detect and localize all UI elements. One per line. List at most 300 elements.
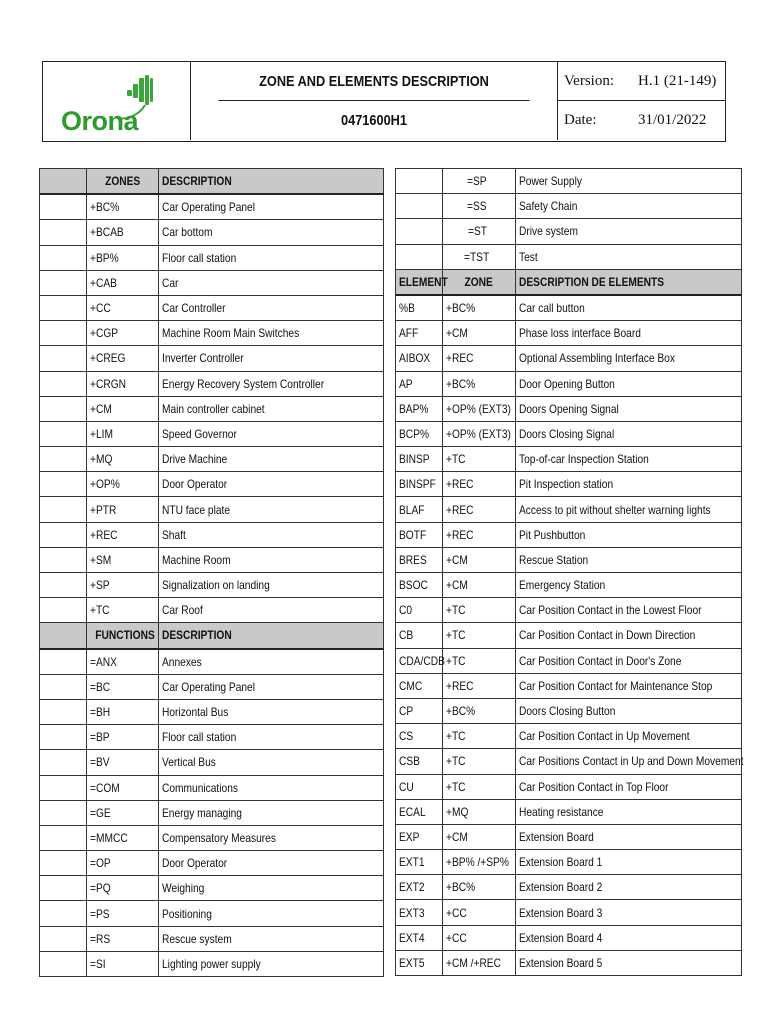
table-cell — [159, 598, 384, 623]
cell-text: =SP — [467, 174, 488, 189]
table-row — [396, 648, 742, 673]
table-row — [396, 497, 742, 522]
table-cell — [396, 169, 443, 194]
cell-text: Optional Assembling Interface Box — [519, 351, 675, 366]
table-cell — [159, 951, 384, 976]
document-number: 0471600H1 — [341, 112, 407, 129]
table-cell — [443, 673, 516, 698]
cell-text: Car Position Contact in Door's Zone — [519, 653, 682, 668]
cell-text: CP — [399, 704, 414, 719]
cell-text: Main controller cabinet — [162, 401, 265, 416]
table-cell — [87, 346, 159, 371]
cell-text: Car bottom — [162, 225, 213, 240]
table-cell — [443, 396, 516, 421]
table-cell — [87, 851, 159, 876]
table-cell — [87, 825, 159, 850]
table-cell — [443, 774, 516, 799]
table-cell — [396, 673, 443, 698]
table-cell — [443, 269, 516, 295]
table-cell — [159, 169, 384, 195]
table-cell — [516, 824, 742, 849]
table-cell — [443, 900, 516, 925]
cell-text: Door Opening Button — [519, 376, 615, 391]
table-cell — [396, 875, 443, 900]
cell-text: +TC — [446, 754, 466, 769]
table-row — [40, 547, 384, 572]
table-row — [40, 472, 384, 497]
cell-text: Car Position Contact in the Lowest Floor — [519, 603, 702, 618]
table-cell — [159, 245, 384, 270]
table-cell — [516, 724, 742, 749]
table-cell — [159, 926, 384, 951]
table-row — [40, 371, 384, 396]
orona-logo — [59, 72, 179, 136]
table-row — [40, 194, 384, 220]
cell-text: +MQ — [90, 452, 113, 467]
cell-text: Extension Board 3 — [519, 905, 603, 920]
cell-text: +CM — [90, 401, 112, 416]
table-row — [40, 295, 384, 320]
table-cell — [40, 270, 87, 295]
table-row — [396, 547, 742, 572]
table-cell — [40, 926, 87, 951]
table-row — [40, 270, 384, 295]
table-cell — [87, 699, 159, 724]
table-cell — [87, 169, 159, 195]
cell-text: EXT3 — [399, 905, 425, 920]
cell-text: +OP% (EXT3) — [446, 426, 511, 441]
cell-text: =OP — [90, 856, 111, 871]
table-cell — [40, 649, 87, 675]
table-cell — [87, 194, 159, 220]
cell-text: Drive system — [519, 224, 578, 239]
cell-text: EXT5 — [399, 955, 425, 970]
cell-text: +OP% (EXT3) — [446, 401, 511, 416]
cell-text: +REC — [446, 678, 474, 693]
table-cell — [40, 825, 87, 850]
cell-text: AP — [399, 376, 413, 391]
cell-text: +CM /+REC — [446, 955, 501, 970]
cell-text: CS — [399, 729, 414, 744]
table-cell — [443, 698, 516, 723]
cell-text: Pit Pushbutton — [519, 527, 586, 542]
cell-text: =RS — [90, 931, 111, 946]
table-cell — [396, 194, 443, 219]
table-row — [40, 851, 384, 876]
table-cell — [443, 749, 516, 774]
table-row — [40, 825, 384, 850]
document-header — [42, 61, 726, 142]
table-cell — [40, 547, 87, 572]
cell-text: =GE — [90, 805, 111, 820]
cell-text: +CRGN — [90, 376, 126, 391]
cell-text: Access to pit without shelter warning lights — [519, 502, 711, 517]
cell-text: Car — [162, 275, 179, 290]
table-row — [396, 850, 742, 875]
table-row — [40, 321, 384, 346]
table-cell — [396, 321, 443, 346]
table-cell — [87, 649, 159, 675]
table-cell — [516, 472, 742, 497]
table-cell — [159, 371, 384, 396]
table-row — [40, 522, 384, 547]
cell-text: +BC% — [90, 200, 120, 215]
cell-text: Signalization on landing — [162, 578, 270, 593]
table-cell — [516, 698, 742, 723]
table-cell — [40, 245, 87, 270]
table-cell — [40, 472, 87, 497]
table-row — [396, 925, 742, 950]
cell-text: +SM — [90, 552, 112, 567]
cell-text: Door Operator — [162, 856, 228, 871]
table-cell — [87, 623, 159, 649]
table-cell — [516, 219, 742, 244]
table-cell — [516, 573, 742, 598]
cell-text: Power Supply — [519, 174, 582, 189]
table-cell — [443, 295, 516, 321]
title-block — [191, 62, 558, 140]
cell-text: =BP — [90, 730, 110, 745]
table-cell — [396, 774, 443, 799]
table-cell — [396, 371, 443, 396]
table-cell — [159, 270, 384, 295]
cell-text: +BC% — [446, 704, 476, 719]
cell-text: +OP% — [90, 477, 120, 492]
cell-text: Doors Opening Signal — [519, 401, 619, 416]
table-cell — [87, 522, 159, 547]
table-cell — [443, 497, 516, 522]
cell-text: ELEMENT — [399, 274, 448, 289]
cell-text: =ST — [467, 224, 487, 239]
cell-text: Top-of-car Inspection Station — [519, 452, 649, 467]
cell-text: +BCAB — [90, 225, 124, 240]
table-cell — [516, 447, 742, 472]
table-cell — [87, 926, 159, 951]
cell-text: +TC — [446, 729, 466, 744]
cell-text: Extension Board 4 — [519, 930, 603, 945]
table-cell — [87, 725, 159, 750]
zones-header-row — [40, 169, 384, 195]
table-cell — [443, 799, 516, 824]
table-cell — [87, 220, 159, 245]
table-row — [40, 775, 384, 800]
table-row — [396, 774, 742, 799]
cell-text: +CM — [446, 829, 468, 844]
table-cell — [87, 775, 159, 800]
cell-text: AFF — [399, 326, 419, 341]
functions-header-row — [40, 623, 384, 649]
cell-text: =BC — [90, 679, 111, 694]
table-cell — [516, 371, 742, 396]
cell-text: +CGP — [90, 326, 119, 341]
cell-text: %B — [399, 301, 415, 316]
table-cell — [159, 775, 384, 800]
table-cell — [443, 371, 516, 396]
table-cell — [443, 447, 516, 472]
table-cell — [87, 245, 159, 270]
cell-text: CDA/CDB — [399, 653, 445, 668]
table-cell — [516, 321, 742, 346]
table-cell — [396, 295, 443, 321]
table-cell — [159, 573, 384, 598]
table-cell — [40, 396, 87, 421]
table-cell — [516, 194, 742, 219]
cell-text: +TC — [446, 603, 466, 618]
table-cell — [40, 447, 87, 472]
table-cell — [396, 824, 443, 849]
table-cell — [40, 901, 87, 926]
table-row — [40, 447, 384, 472]
table-cell — [159, 750, 384, 775]
table-cell — [40, 775, 87, 800]
table-cell — [443, 925, 516, 950]
table-cell — [443, 219, 516, 244]
cell-text: Extension Board 5 — [519, 955, 603, 970]
cell-text: Shaft — [162, 527, 186, 542]
table-cell — [516, 850, 742, 875]
cell-text: EXT1 — [399, 855, 425, 870]
cell-text: +BC% — [446, 376, 476, 391]
cell-text: +REC — [446, 351, 474, 366]
table-cell — [396, 724, 443, 749]
cell-text: +TC — [446, 653, 466, 668]
table-cell — [87, 547, 159, 572]
cell-text: Drive Machine — [162, 452, 228, 467]
table-row — [396, 900, 742, 925]
table-cell — [159, 825, 384, 850]
cell-text: Door Operator — [162, 477, 228, 492]
table-row — [396, 346, 742, 371]
cell-text: +TC — [90, 603, 110, 618]
table-cell — [443, 169, 516, 194]
table-cell — [396, 472, 443, 497]
cell-text: Extension Board — [519, 829, 594, 844]
cell-text: Car Position Contact for Maintenance Stop — [519, 678, 713, 693]
date-row — [558, 101, 725, 140]
table-cell — [516, 673, 742, 698]
table-cell — [159, 447, 384, 472]
table-cell — [87, 447, 159, 472]
cell-text: +BP% — [90, 250, 119, 265]
cell-text: Rescue Station — [519, 552, 589, 567]
table-cell — [443, 522, 516, 547]
table-row — [40, 926, 384, 951]
table-cell — [396, 421, 443, 446]
table-cell — [40, 295, 87, 320]
table-row — [40, 573, 384, 598]
table-cell — [396, 799, 443, 824]
table-cell — [159, 396, 384, 421]
table-cell — [40, 220, 87, 245]
table-cell — [443, 875, 516, 900]
table-cell — [40, 800, 87, 825]
cell-text: Doors Closing Signal — [519, 426, 615, 441]
table-cell — [396, 648, 443, 673]
table-cell — [516, 749, 742, 774]
table-row — [396, 673, 742, 698]
table-row — [396, 623, 742, 648]
table-row — [396, 522, 742, 547]
table-cell — [443, 850, 516, 875]
cell-text: +TC — [446, 779, 466, 794]
table-cell — [159, 421, 384, 446]
version-block — [558, 62, 725, 140]
cell-text: DESCRIPTION DE ELEMENTS — [519, 274, 665, 289]
table-row — [40, 951, 384, 976]
table-cell — [443, 321, 516, 346]
cell-text: Annexes — [162, 654, 202, 669]
cell-text: C0 — [399, 603, 413, 618]
table-cell — [40, 951, 87, 976]
table-row — [396, 295, 742, 321]
table-row — [396, 698, 742, 723]
table-row — [40, 649, 384, 675]
table-cell — [443, 573, 516, 598]
table-row — [396, 749, 742, 774]
cell-text: Car Position Contact in Top Floor — [519, 779, 669, 794]
table-cell — [87, 800, 159, 825]
table-cell — [443, 244, 516, 269]
table-row — [40, 750, 384, 775]
cell-text: ECAL — [399, 804, 426, 819]
table-cell — [40, 750, 87, 775]
table-cell — [516, 295, 742, 321]
table-row — [40, 598, 384, 623]
cell-text: AIBOX — [399, 351, 431, 366]
table-cell — [159, 725, 384, 750]
zones-functions-table — [39, 168, 384, 977]
table-cell — [516, 875, 742, 900]
cell-text: =BV — [90, 755, 110, 770]
cell-text: +CC — [90, 301, 111, 316]
table-cell — [87, 750, 159, 775]
table-row — [396, 598, 742, 623]
table-row — [396, 824, 742, 849]
cell-text: +CM — [446, 578, 468, 593]
table-cell — [516, 396, 742, 421]
cell-text: Energy managing — [162, 805, 242, 820]
cell-text: Vertical Bus — [162, 755, 216, 770]
elements-table — [395, 168, 742, 976]
table-cell — [516, 623, 742, 648]
table-cell — [159, 295, 384, 320]
cell-text: Floor call station — [162, 250, 237, 265]
table-cell — [87, 876, 159, 901]
cell-text: +CAB — [90, 275, 117, 290]
cell-text: Floor call station — [162, 730, 237, 745]
table-row — [40, 245, 384, 270]
table-cell — [396, 598, 443, 623]
cell-text: CSB — [399, 754, 420, 769]
cell-text: +PTR — [90, 502, 117, 517]
logo-cell — [43, 62, 191, 140]
cell-text: +REC — [446, 502, 474, 517]
table-cell — [516, 269, 742, 295]
table-cell — [443, 724, 516, 749]
table-cell — [159, 623, 384, 649]
table-cell — [443, 547, 516, 572]
cell-text: =SS — [467, 199, 488, 214]
cell-text: BLAF — [399, 502, 425, 517]
cell-text: +TC — [446, 628, 466, 643]
table-row — [396, 194, 742, 219]
cell-text: Compensatory Measures — [162, 830, 276, 845]
table-cell — [516, 900, 742, 925]
table-cell — [40, 674, 87, 699]
cell-text: Extension Board 1 — [519, 855, 603, 870]
table-row — [396, 573, 742, 598]
table-cell — [159, 649, 384, 675]
cell-text: Speed Governor — [162, 426, 237, 441]
table-row — [396, 371, 742, 396]
cell-text: Car Roof — [162, 603, 203, 618]
table-row — [396, 472, 742, 497]
table-row — [40, 421, 384, 446]
table-cell — [516, 547, 742, 572]
table-cell — [443, 346, 516, 371]
cell-text: Emergency Station — [519, 578, 606, 593]
cell-text: =COM — [90, 780, 120, 795]
table-cell — [443, 623, 516, 648]
table-row — [396, 799, 742, 824]
table-cell — [40, 623, 87, 649]
cell-text: BRES — [399, 552, 427, 567]
table-cell — [396, 950, 443, 975]
date-label: Date: — [564, 112, 597, 128]
table-row — [40, 901, 384, 926]
table-cell — [396, 522, 443, 547]
table-cell — [516, 169, 742, 194]
cell-text: Heating resistance — [519, 804, 604, 819]
table-cell — [443, 421, 516, 446]
table-cell — [159, 800, 384, 825]
table-cell — [159, 851, 384, 876]
table-row — [396, 244, 742, 269]
table-row — [40, 497, 384, 522]
table-cell — [516, 244, 742, 269]
table-row — [40, 699, 384, 724]
cell-text: DESCRIPTION — [162, 174, 232, 189]
cell-text: +CREG — [90, 351, 126, 366]
cell-text: Car Position Contact in Up Movement — [519, 729, 690, 744]
table-cell — [516, 648, 742, 673]
cell-text: Car call button — [519, 301, 585, 316]
cell-text: +MQ — [446, 804, 469, 819]
cell-text: Rescue system — [162, 931, 232, 946]
cell-text: +TC — [446, 452, 466, 467]
table-cell — [159, 321, 384, 346]
cell-text: +LIM — [90, 426, 113, 441]
table-row — [40, 346, 384, 371]
table-cell — [40, 573, 87, 598]
table-cell — [87, 598, 159, 623]
table-row — [396, 396, 742, 421]
cell-text: Car Operating Panel — [162, 679, 255, 694]
table-cell — [40, 851, 87, 876]
table-cell — [516, 950, 742, 975]
table-cell — [396, 749, 443, 774]
table-cell — [396, 623, 443, 648]
cell-text: CMC — [399, 678, 423, 693]
table-cell — [443, 824, 516, 849]
cell-text: +REC — [90, 527, 118, 542]
table-cell — [396, 573, 443, 598]
table-cell — [159, 547, 384, 572]
cell-text: Car Controller — [162, 301, 226, 316]
table-cell — [516, 598, 742, 623]
table-cell — [159, 220, 384, 245]
cell-text: CU — [399, 779, 414, 794]
